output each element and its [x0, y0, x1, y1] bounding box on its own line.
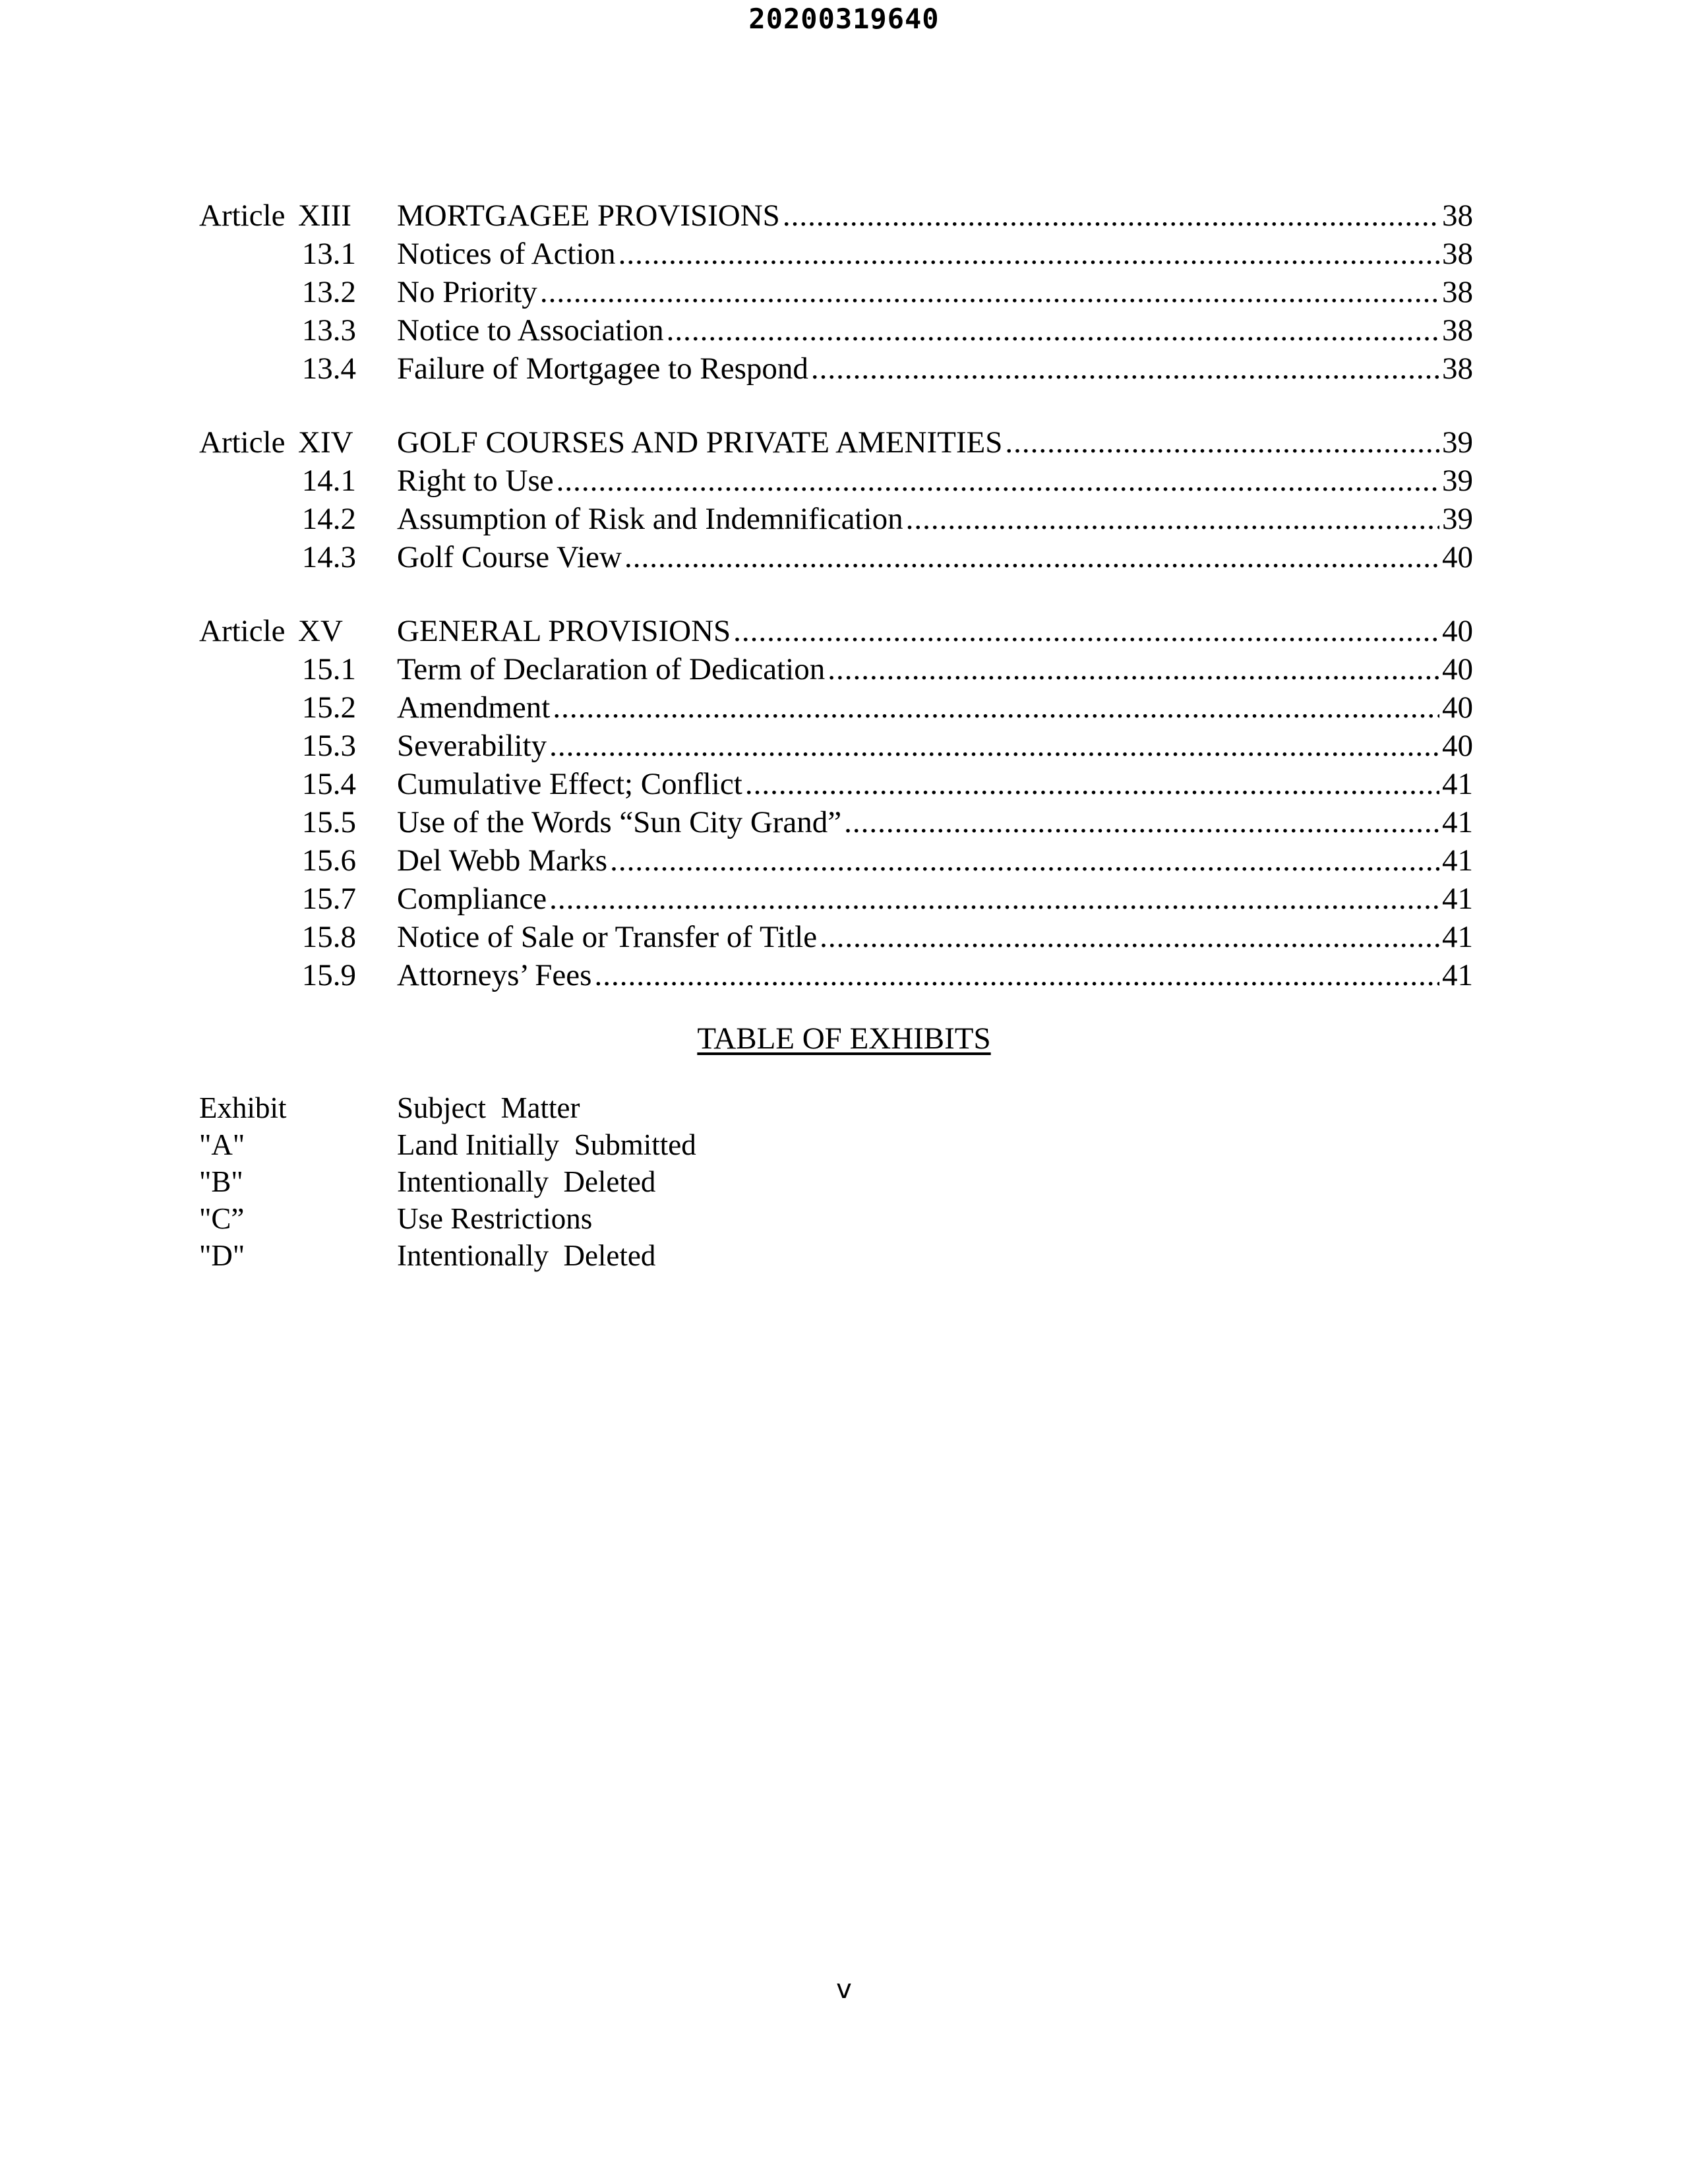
toc-section-row: [199, 500, 1473, 538]
toc-section-row: [199, 650, 1473, 688]
article-number: XV: [298, 614, 343, 648]
section-title: Compliance: [397, 882, 547, 916]
dot-leader: [594, 956, 1439, 994]
dot-leader: [820, 918, 1439, 956]
exhibits-table: [199, 1089, 696, 1274]
toc-section-row: [199, 727, 1473, 765]
dot-leader: [618, 235, 1439, 273]
exhibit-row: [199, 1126, 696, 1163]
section-number: 13.4: [301, 351, 356, 386]
dot-leader: [844, 803, 1439, 841]
toc-section-row: [199, 462, 1473, 500]
article-label: Article: [199, 425, 286, 460]
section-title: No Priority: [397, 275, 537, 309]
exhibit-row: [199, 1200, 696, 1237]
page-ref: 39: [1442, 425, 1473, 460]
toc-section-row: [199, 349, 1473, 388]
section-number: 15.5: [301, 805, 356, 839]
article-title: GENERAL PROVISIONS: [397, 614, 731, 648]
toc-article-row: [199, 423, 1473, 462]
page-ref: 40: [1442, 614, 1473, 648]
exhibits-heading-text: TABLE OF EXHIBITS: [697, 1021, 991, 1056]
exhibits-header-row: [199, 1089, 696, 1126]
dot-leader: [610, 841, 1439, 880]
dot-leader: [549, 727, 1439, 765]
section-title: Golf Course View: [397, 540, 622, 574]
toc-section-row: [199, 235, 1473, 273]
exhibit-id: "D": [199, 1239, 245, 1272]
dot-leader: [811, 349, 1439, 388]
dot-leader: [624, 538, 1439, 576]
section-title: Failure of Mortgagee to Respond: [397, 351, 808, 386]
section-title: Notice to Association: [397, 313, 664, 348]
dot-leader: [906, 500, 1439, 538]
page-ref: 40: [1442, 729, 1473, 763]
section-number: 14.2: [301, 502, 356, 536]
toc-section-row: [199, 918, 1473, 956]
section-title: Amendment: [397, 690, 551, 725]
section-title: Severability: [397, 729, 547, 763]
section-title: Use of the Words “Sun City Grand”: [397, 805, 842, 839]
dot-leader: [667, 311, 1439, 349]
section-number: 13.1: [301, 237, 356, 271]
section-title: Right to Use: [397, 464, 554, 498]
exhibits-heading: [0, 1021, 1688, 1056]
exhibit-subject: Intentionally Deleted: [397, 1239, 656, 1272]
exhibit-id: "A": [199, 1128, 245, 1161]
exhibit-subject: Land Initially Submitted: [397, 1128, 696, 1161]
toc-article-xiv: [199, 423, 1473, 576]
article-title: MORTGAGEE PROVISIONS: [397, 198, 780, 233]
dot-leader: [783, 197, 1439, 235]
dot-leader: [733, 612, 1439, 650]
section-title: Notices of Action: [397, 237, 616, 271]
toc-section-row: [199, 880, 1473, 918]
dot-leader: [553, 688, 1439, 727]
page-number: v: [836, 1974, 852, 2005]
section-title: Del Webb Marks: [397, 843, 608, 878]
section-number: 15.2: [301, 690, 356, 725]
document-number: 20200319640: [748, 3, 940, 35]
dot-leader: [549, 880, 1439, 918]
section-number: 13.3: [301, 313, 356, 348]
page-ref: 41: [1442, 805, 1473, 839]
section-number: 15.6: [301, 843, 356, 878]
page-ref: 38: [1442, 198, 1473, 233]
page-ref: 39: [1442, 464, 1473, 498]
page-ref: 38: [1442, 237, 1473, 271]
section-number: 15.7: [301, 882, 356, 916]
article-label: Article: [199, 198, 286, 233]
exhibit-row: [199, 1237, 696, 1274]
page-ref: 41: [1442, 882, 1473, 916]
toc-section-row: [199, 841, 1473, 880]
toc-section-row: [199, 956, 1473, 994]
section-number: 15.1: [301, 652, 356, 686]
dot-leader: [745, 765, 1439, 803]
page-ref: 41: [1442, 920, 1473, 954]
toc-article-row: [199, 197, 1473, 235]
page-ref: 40: [1442, 652, 1473, 686]
section-number: 15.4: [301, 767, 356, 801]
toc-section-row: [199, 765, 1473, 803]
section-title: Cumulative Effect; Conflict: [397, 767, 742, 801]
toc-article-row: [199, 612, 1473, 650]
article-title: GOLF COURSES AND PRIVATE AMENITIES: [397, 425, 1003, 460]
article-number: XIV: [298, 425, 353, 460]
dot-leader: [1005, 423, 1439, 462]
page-ref: 38: [1442, 275, 1473, 309]
section-number: 15.9: [301, 958, 356, 992]
page-ref: 41: [1442, 843, 1473, 878]
page-ref: 40: [1442, 540, 1473, 574]
dot-leader: [540, 273, 1439, 311]
table-of-contents: [199, 197, 1473, 1030]
section-number: 14.1: [301, 464, 356, 498]
page-ref: 41: [1442, 767, 1473, 801]
section-number: 14.3: [301, 540, 356, 574]
article-number: XIII: [298, 198, 351, 233]
toc-section-row: [199, 538, 1473, 576]
toc-article-xv: [199, 612, 1473, 994]
exhibit-subject: Intentionally Deleted: [397, 1165, 656, 1198]
exhibit-id: "B": [199, 1165, 243, 1198]
section-title: Assumption of Risk and Indemnification: [397, 502, 903, 536]
subject-col-header: Subject Matter: [397, 1091, 580, 1124]
article-label: Article: [199, 614, 286, 648]
page-ref: 39: [1442, 502, 1473, 536]
section-number: 15.8: [301, 920, 356, 954]
dot-leader: [557, 462, 1439, 500]
page-ref: 38: [1442, 313, 1473, 348]
section-title: Notice of Sale or Transfer of Title: [397, 920, 818, 954]
toc-article-xiii: [199, 197, 1473, 388]
toc-section-row: [199, 688, 1473, 727]
toc-section-row: [199, 273, 1473, 311]
section-number: 15.3: [301, 729, 356, 763]
section-title: Term of Declaration of Dedication: [397, 652, 826, 686]
page-ref: 41: [1442, 958, 1473, 992]
toc-section-row: [199, 311, 1473, 349]
exhibit-row: [199, 1163, 696, 1200]
dot-leader: [828, 650, 1439, 688]
toc-section-row: [199, 803, 1473, 841]
page-ref: 40: [1442, 690, 1473, 725]
section-title: Attorneys’ Fees: [397, 958, 592, 992]
section-number: 13.2: [301, 275, 356, 309]
exhibit-col-header: Exhibit: [199, 1091, 287, 1124]
page-ref: 38: [1442, 351, 1473, 386]
exhibit-id: "C”: [199, 1202, 245, 1235]
exhibit-subject: Use Restrictions: [397, 1202, 593, 1235]
